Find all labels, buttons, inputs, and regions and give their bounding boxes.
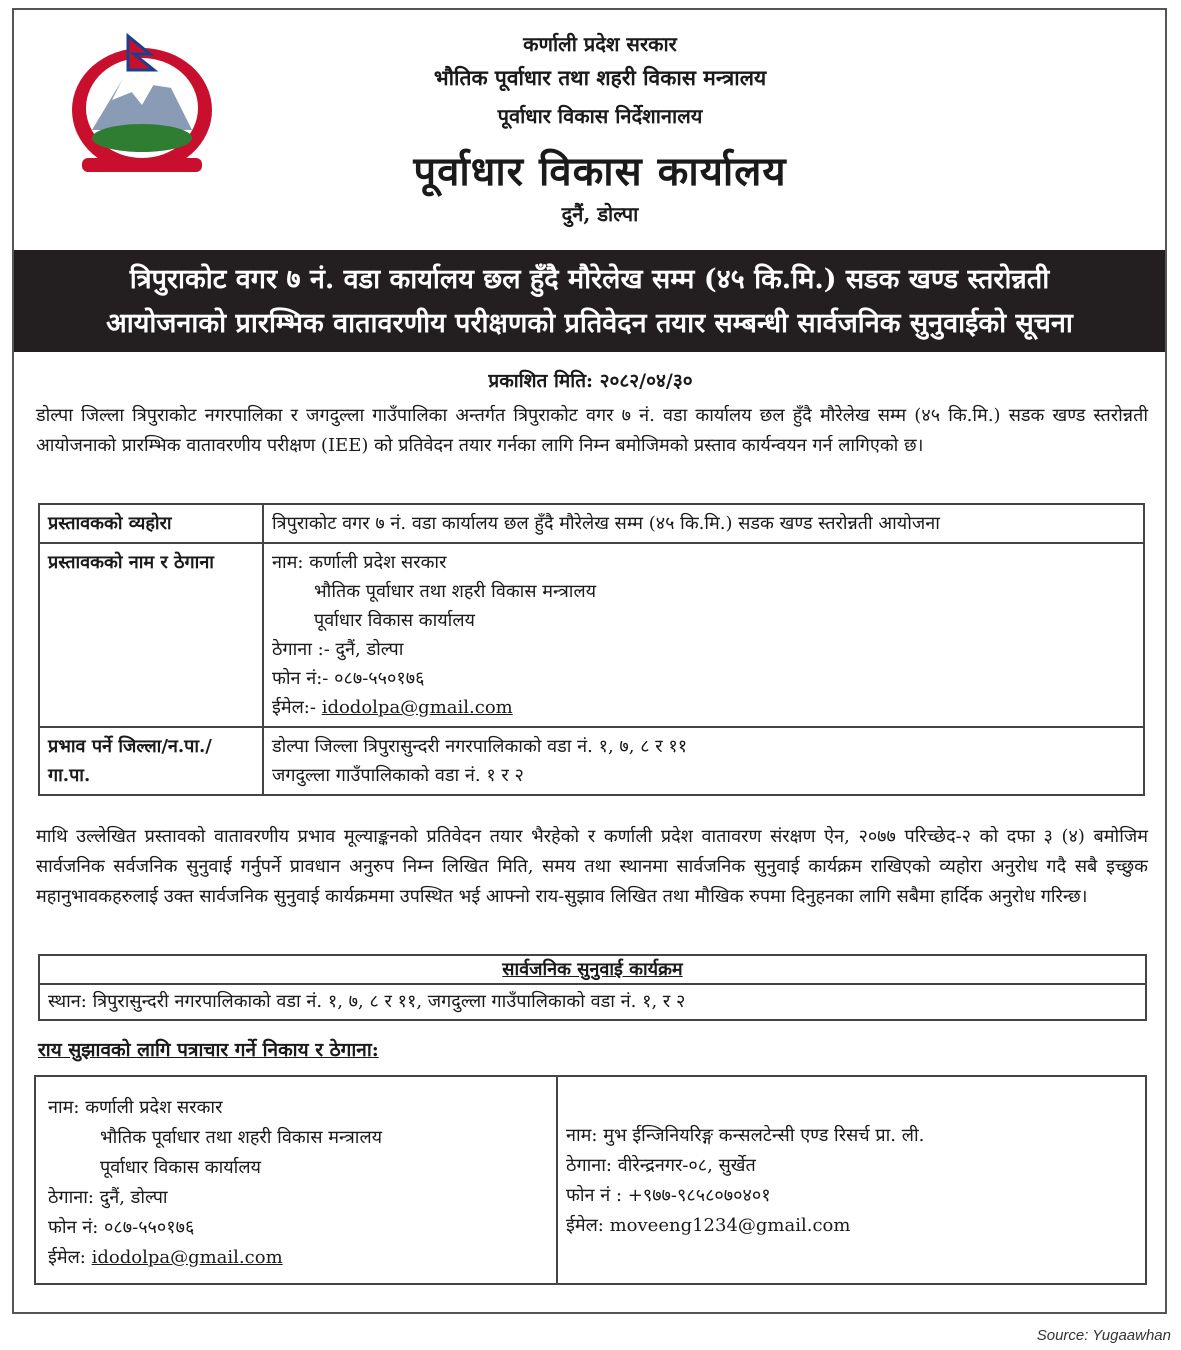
published-date: प्रकाशित मिति: २०८२/०४/३० — [488, 370, 693, 392]
contact-right-email: ईमेल: moveeng1234@gmail.com — [566, 1215, 851, 1236]
contact-left-phone: फोन नं: ०८७-५५०१७६ — [48, 1217, 195, 1238]
contact-left-email-line — [48, 1243, 548, 1273]
hearing-program-title: सार्वजनिक सुनुवाई कार्यक्रम — [40, 956, 1145, 985]
notice-title-line1: त्रिपुराकोट वगर ७ नं. वडा कार्यालय छल हुँदै मौरेलेख सम्म (४५ कि.मि.) सडक खण्ड स्तरोन्नती — [129, 264, 1050, 295]
contact-left — [48, 1093, 548, 1273]
office-name: पूर्वाधार विकास कार्यालय — [413, 148, 787, 195]
proposal-table — [38, 503, 1145, 796]
notice-title-line2: आयोजनाको प्रारम्भिक वातावरणीय परीक्षणको प्रतिवेदन तयार सम्बन्धी सार्वजनिक सुनुवाईको सूचना — [106, 308, 1073, 339]
contact-right-name: नाम: मुभ ईन्जिनियरिङ्ग कन्सलटेन्सी एण्ड रिसर्च प्रा. ली. — [566, 1125, 925, 1146]
affected-area-label: प्रभाव पर्ने जिल्ला/न.पा./गा.पा. — [39, 727, 263, 795]
proposer-details — [263, 543, 1144, 727]
contacts-divider — [556, 1077, 558, 1283]
proposer-name: नाम: कर्णाली प्रदेश सरकार — [272, 552, 447, 573]
source-credit: Source: Yugaawhan — [1036, 1327, 1171, 1344]
table-row — [39, 727, 1144, 795]
table-row — [39, 504, 1144, 543]
intro-paragraph: डोल्पा जिल्ला त्रिपुराकोट नगरपालिका र जगदुल्ला गाउँपालिका अन्तर्गत त्रिपुराकोट वगर ७ नं. वडा कार्यालय छल हुँदै मौरेलेख सम्म (४५ कि.मि.) सडक खण्ड स्तरोन्नती आयोजनाको प्रारम्भिक वातावरणीय परीक्षण (IEE) को प्रतिवेदन तयार गर्नका लागि निम्न बमोजिमको प्रस्ताव कार्यन्वयन गर्न लागिएको छ। — [36, 405, 1148, 456]
contacts-box — [34, 1075, 1147, 1285]
affected-area-line2: जगदुल्ला गाउँपालिकाको वडा नं. १ र २ — [272, 765, 524, 786]
province-name: कर्णाली प्रदेश सरकार — [523, 32, 677, 56]
proposer-office: पूर्वाधार विकास कार्यालय — [314, 610, 475, 631]
contact-left-email-link[interactable]: idodolpa@gmail.com — [91, 1247, 283, 1268]
proposer-address: ठेगाना :- दुनैं, डोल्पा — [272, 639, 404, 660]
proposal-type-label: प्रस्तावकको व्यहोरा — [39, 504, 263, 543]
hearing-program-box — [38, 954, 1147, 1021]
proposal-type-value: त्रिपुराकोट वगर ७ नं. वडा कार्यालय छल हुँदै मौरेलेख सम्म (४५ कि.मि.) सडक खण्ड स्तरोन्नती आयोजना — [263, 504, 1144, 543]
hearing-program-location: स्थान: त्रिपुरासुन्दरी नगरपालिकाको वडा नं. १, ७, ८ र ११, जगदुल्ला गाउँपालिकाको वडा नं. १, र २ — [48, 991, 686, 1012]
proposer-phone: फोन नं:- ०८७-५५०१७६ — [272, 668, 425, 689]
contact-left-ministry: भौतिक पूर्वाधार तथा शहरी विकास मन्त्रालय — [100, 1127, 383, 1148]
notice-title-banner — [14, 250, 1165, 352]
proposer-email-line — [272, 693, 1135, 722]
contact-left-email-label: ईमेल: — [48, 1247, 86, 1268]
table-row — [39, 543, 1144, 727]
ministry-name: भौतिक पूर्वाधार तथा शहरी विकास मन्त्रालय — [433, 65, 767, 90]
affected-area-details — [263, 727, 1144, 795]
proposer-label: प्रस्तावकको नाम र ठेगाना — [39, 543, 263, 727]
office-location: दुनैं, डोल्पा — [561, 202, 639, 226]
correspondence-title: राय सुझावको लागि पत्राचार गर्ने निकाय र ठेगाना: — [38, 1039, 379, 1061]
proposer-email-link[interactable]: idodolpa@gmail.com — [321, 697, 513, 718]
proposer-email-label: ईमेल:- — [272, 697, 316, 718]
contact-left-address: ठेगाना: दुनैं, डोल्पा — [48, 1187, 168, 1208]
nepal-emblem-icon — [62, 30, 222, 180]
notice-paragraph: माथि उल्लेखित प्रस्तावको वातावरणीय प्रभाव मूल्याङ्कनको प्रतिवेदन तयार भैरहेको र कर्णाली प्रदेश वातावरण संरक्षण ऐन, २०७७ परिच्छेद-२ को दफा ३ (४) बमोजिम सार्वजनिक सर्वजनिक सुनुवाई गर्नुपर्ने प्रावधान अनुरुप निम्न लिखित मिति, समय तथा स्थानमा सार्वजनिक सुनुवाई कार्यक्रम राखिएको व्यहोरा अनुरोध गदै सबै इच्छुक महानुभावकहरुलाई उक्त सार्वजनिक सुनुवाई कार्यक्रममा उपस्थित भई आफ्नो राय-सुझाव लिखित तथा मौखिक रुपमा दिनुहनका लागि सबैमा हार्दिक अनुरोध गरिन्छ। — [36, 826, 1148, 907]
proposer-ministry: भौतिक पूर्वाधार तथा शहरी विकास मन्त्रालय — [314, 581, 597, 602]
contact-right-phone: फोन नं : +९७७-९८५८०७०४०१ — [566, 1185, 771, 1206]
contact-right-address: ठेगाना: वीरेन्द्रनगर-०८, सुर्खेत — [566, 1155, 756, 1176]
contact-left-name: नाम: कर्णाली प्रदेश सरकार — [48, 1097, 223, 1118]
contact-right — [566, 1121, 1126, 1241]
affected-area-line1: डोल्पा जिल्ला त्रिपुरासुन्दरी नगरपालिकाको वडा नं. १, ७, ८ र ११ — [272, 736, 688, 757]
contact-left-office: पूर्वाधार विकास कार्यालय — [100, 1157, 261, 1178]
directorate-name: पूर्वाधार विकास निर्देशानालय — [497, 104, 703, 128]
